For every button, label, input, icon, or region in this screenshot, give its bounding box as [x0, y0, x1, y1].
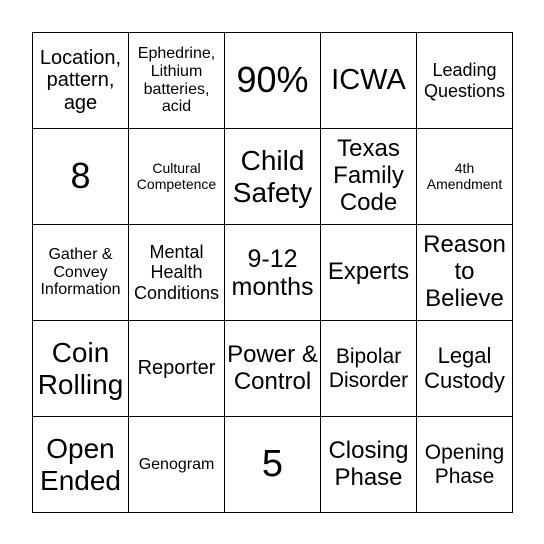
- bingo-cell[interactable]: ICWA: [321, 33, 417, 129]
- bingo-cell[interactable]: Bipolar Disorder: [321, 321, 417, 417]
- bingo-cell[interactable]: 9-12 months: [225, 225, 321, 321]
- bingo-cell[interactable]: Cultural Competence: [129, 129, 225, 225]
- bingo-cell[interactable]: Location, pattern, age: [33, 33, 129, 129]
- bingo-cell[interactable]: Opening Phase: [417, 417, 513, 513]
- bingo-cell[interactable]: Genogram: [129, 417, 225, 513]
- bingo-cell[interactable]: Legal Custody: [417, 321, 513, 417]
- bingo-cell[interactable]: Closing Phase: [321, 417, 417, 513]
- bingo-cell[interactable]: Child Safety: [225, 129, 321, 225]
- bingo-cell[interactable]: Coin Rolling: [33, 321, 129, 417]
- bingo-cell[interactable]: Gather & Convey Information: [33, 225, 129, 321]
- bingo-cell[interactable]: Leading Questions: [417, 33, 513, 129]
- bingo-cell[interactable]: Mental Health Conditions: [129, 225, 225, 321]
- bingo-cell[interactable]: Experts: [321, 225, 417, 321]
- bingo-cell[interactable]: Open Ended: [33, 417, 129, 513]
- bingo-cell[interactable]: Texas Family Code: [321, 129, 417, 225]
- bingo-cell[interactable]: Ephedrine, Lithium batteries, acid: [129, 33, 225, 129]
- bingo-cell[interactable]: 5: [225, 417, 321, 513]
- bingo-cell[interactable]: 8: [33, 129, 129, 225]
- bingo-cell[interactable]: Reporter: [129, 321, 225, 417]
- bingo-cell[interactable]: Reason to Believe: [417, 225, 513, 321]
- bingo-cell[interactable]: 90%: [225, 33, 321, 129]
- bingo-board: [32, 32, 513, 513]
- bingo-cell[interactable]: Power & Control: [225, 321, 321, 417]
- bingo-cell[interactable]: 4th Amendment: [417, 129, 513, 225]
